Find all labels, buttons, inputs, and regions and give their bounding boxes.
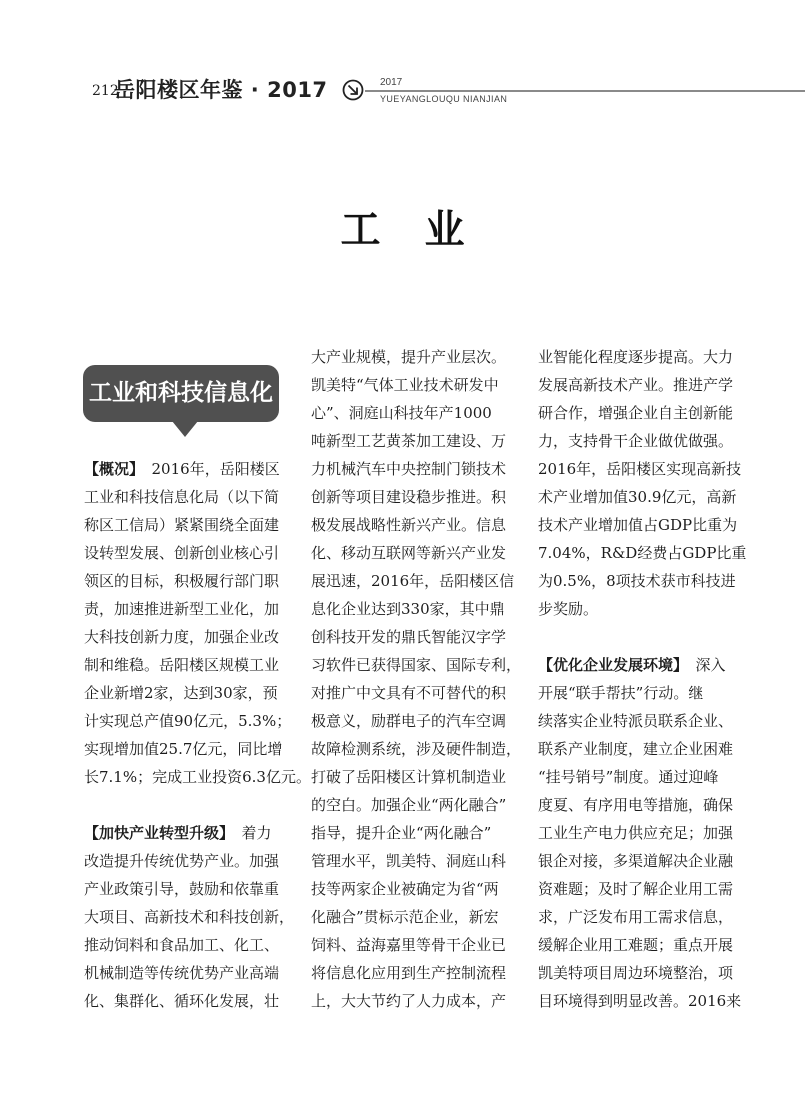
- column-1-line: 称区工信局）紧紧围绕全面建: [84, 516, 280, 534]
- column-2-line: 息化企业达到330家，其中鼎: [311, 600, 505, 618]
- header-year: 2017: [380, 77, 403, 88]
- column-2-line: 创新等项目建设稳步推进。积: [311, 488, 507, 506]
- column-2-line: 吨新型工艺黄茶加工建设、万: [311, 432, 507, 450]
- column-3-line: 术产业增加值30.9亿元，高新: [538, 488, 737, 506]
- column-1-line: 长7.1%；完成工业投资6.3亿元。: [84, 768, 311, 786]
- column-3-line: 求，广泛发布用工需求信息，: [538, 908, 734, 926]
- paragraph-heading: 【概况】: [84, 460, 137, 478]
- column-2-line: 凯美特“气体工业技术研发中: [311, 376, 499, 394]
- column-3-line: 凯美特项目周边环境整治，项: [538, 964, 734, 982]
- column-3-line: 【优化企业发展环境】 深入: [538, 656, 726, 674]
- column-3-line: “挂号销号”制度。通过迎峰: [538, 768, 719, 786]
- column-2-line: 的空白。加强企业“两化融合”: [311, 796, 507, 814]
- chapter-title: 工业: [340, 206, 509, 253]
- column-2-line: 习软件已获得国家、国际专利，: [311, 656, 522, 674]
- column-3-line: 银企对接，多渠道解决企业融: [538, 852, 734, 870]
- column-3-line: 开展“联手帮扶”行动。继: [538, 684, 704, 702]
- header-pinyin: YUEYANGLOUQU NIANJIAN: [380, 94, 508, 104]
- section-banner-pointer: [172, 421, 198, 437]
- column-1-line: 大项目、高新技术和科技创新，: [84, 908, 295, 926]
- column-1-line: 计实现总产值90亿元，5.3%；: [84, 712, 292, 730]
- column-1-line: 【概况】 2016年，岳阳楼区: [84, 460, 280, 478]
- column-1-line: 设转型发展、创新创业核心引: [84, 544, 280, 562]
- column-3-line: 7.04%，R&D经费占GDP比重: [538, 544, 747, 562]
- column-3-line: 2016年，岳阳楼区实现高新技: [538, 460, 742, 478]
- column-2-line: 饲料、益海嘉里等骨干企业已: [311, 936, 507, 954]
- column-2-line: 对推广中文具有不可替代的积: [311, 684, 507, 702]
- column-3-line: 目环境得到明显改善。2016来: [538, 992, 742, 1010]
- book-title: 岳阳楼区年鉴 · 2017: [114, 78, 328, 102]
- column-3-line: 技术产业增加值占GDP比重为: [538, 516, 738, 534]
- column-3-line: 力，支持骨干企业做优做强。: [538, 432, 734, 450]
- column-1-line: 责，加速推进新型工业化，加: [84, 600, 280, 618]
- column-1-line: 工业和科技信息化局（以下简: [84, 488, 280, 506]
- column-1-line: 改造提升传统优势产业。加强: [84, 852, 280, 870]
- column-2-line: 技等两家企业被确定为省“两: [311, 880, 499, 898]
- column-1-line: 领区的目标，积极履行部门职: [84, 572, 280, 590]
- column-1-line: 大科技创新力度，加强企业改: [84, 628, 280, 646]
- column-1-line: 制和维稳。岳阳楼区规模工业: [84, 656, 280, 674]
- column-2-line: 化、移动互联网等新兴产业发: [311, 544, 507, 562]
- page-number: 212: [92, 83, 119, 99]
- column-2-line: 管理水平，凯美特、洞庭山科: [311, 852, 507, 870]
- circle-arrow-icon: [342, 79, 364, 101]
- section-title: 工业和科技信息化: [89, 380, 273, 406]
- column-3-line: 缓解企业用工难题；重点开展: [538, 936, 734, 954]
- column-2-line: 化融合”贯标示范企业，新宏: [311, 908, 499, 926]
- column-2-line: 极意义，励群电子的汽车空调: [311, 712, 507, 730]
- column-3-line: 续落实企业特派员联系企业、: [538, 712, 734, 730]
- paragraph-heading: 【加快产业转型升级】: [84, 824, 227, 842]
- column-3-line: 步奖励。: [538, 600, 599, 618]
- column-3-line: 工业生产电力供应充足；加强: [538, 824, 734, 842]
- column-1-line: 企业新增2家，达到30家，预: [84, 684, 278, 702]
- column-2-line: 将信息化应用到生产控制流程: [311, 964, 507, 982]
- column-2-line: 故障检测系统，涉及硬件制造，: [311, 740, 522, 758]
- column-1-line: 实现增加值25.7亿元，同比增: [84, 740, 283, 758]
- column-3-line: 联系产业制度，建立企业困难: [538, 740, 734, 758]
- column-3-line: 发展高新技术产业。推进产学: [538, 376, 734, 394]
- column-2-line: 打破了岳阳楼区计算机制造业: [311, 768, 507, 786]
- column-2-line: 展迅速，2016年，岳阳楼区信: [311, 572, 515, 590]
- column-1-line: 化、集群化、循环化发展，壮: [84, 992, 280, 1010]
- column-2-line: 心”、洞庭山科技年产1000: [311, 404, 492, 422]
- column-3-line: 资难题；及时了解企业用工需: [538, 880, 734, 898]
- column-1-line: 【加快产业转型升级】 着力: [84, 824, 272, 842]
- section-banner: [83, 365, 279, 422]
- column-2-line: 极发展战略性新兴产业。信息: [311, 516, 507, 534]
- column-2-line: 指导，提升企业“两化融合”: [311, 824, 492, 842]
- header-rule: [365, 90, 805, 92]
- column-3-line: 研合作，增强企业自主创新能: [538, 404, 734, 422]
- column-2-line: 创科技开发的鼎氏智能汉字学: [311, 628, 507, 646]
- column-1-line: 产业政策引导，鼓励和依靠重: [84, 880, 280, 898]
- column-3-line: 业智能化程度逐步提高。大力: [538, 348, 734, 366]
- column-2-line: 大产业规模，提升产业层次。: [311, 348, 507, 366]
- column-1-line: 推动饲料和食品加工、化工、: [84, 936, 280, 954]
- paragraph-heading: 【优化企业发展环境】: [538, 656, 681, 674]
- column-2-line: 上，大大节约了人力成本，产: [311, 992, 507, 1010]
- column-1-line: 机械制造等传统优势产业高端: [84, 964, 280, 982]
- column-3-line: 为0.5%，8项技术获市科技进: [538, 572, 736, 590]
- column-2-line: 力机械汽车中央控制门锁技术: [311, 460, 507, 478]
- column-3-line: 度夏、有序用电等措施，确保: [538, 796, 734, 814]
